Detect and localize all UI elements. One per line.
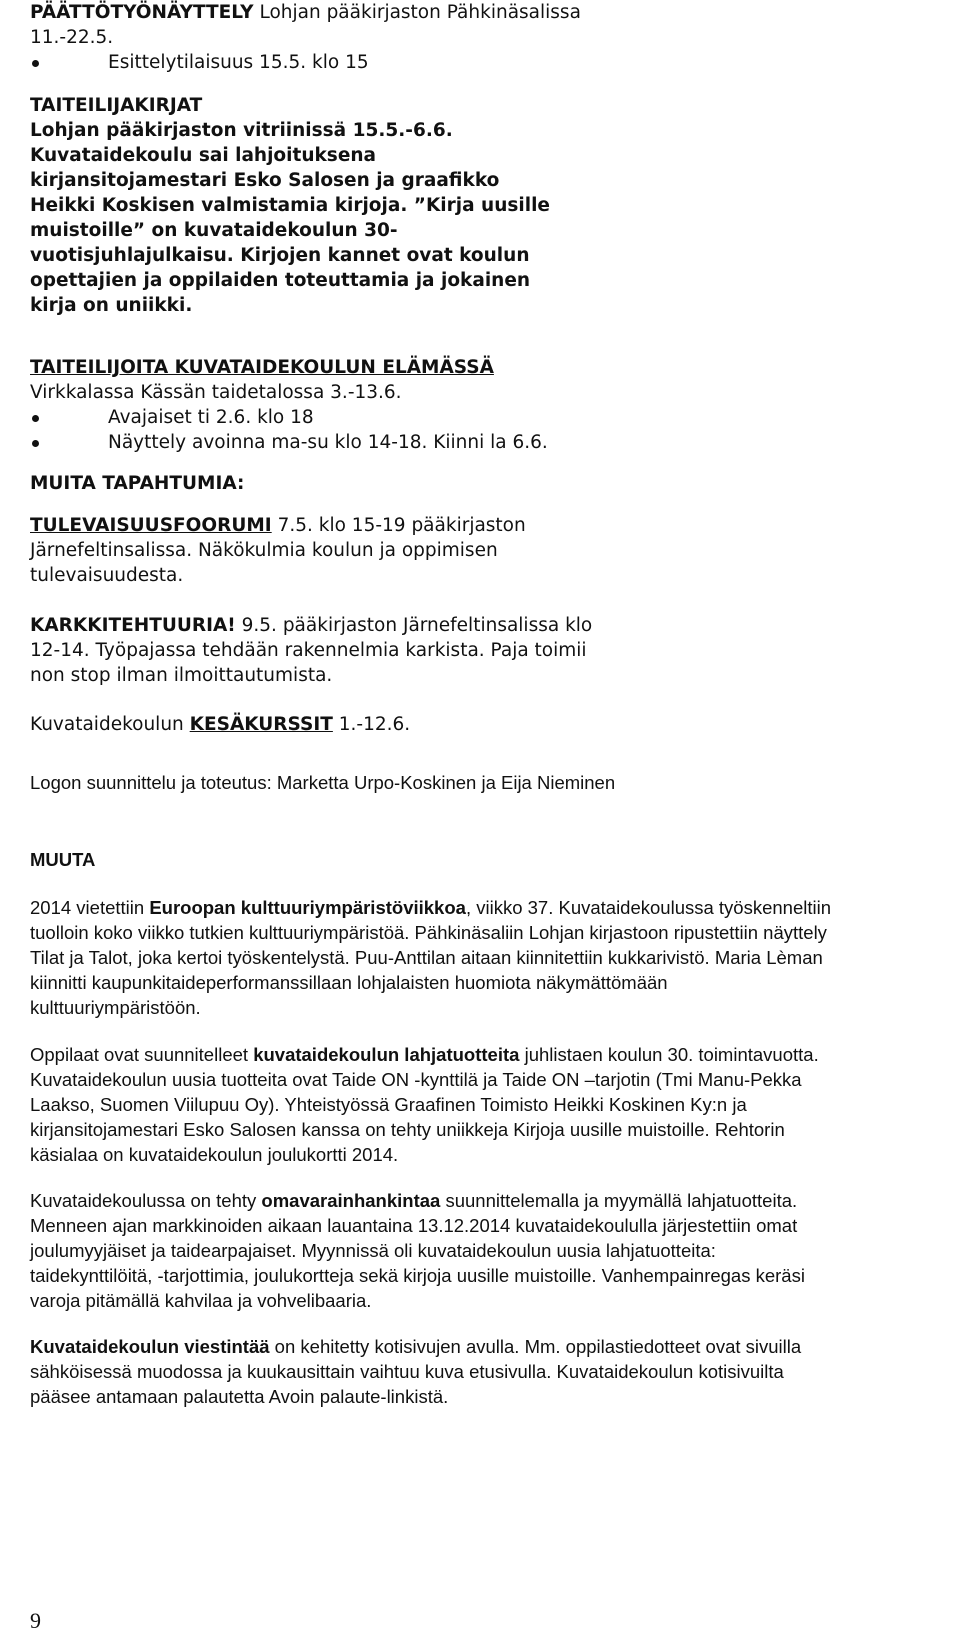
text-line: varoja pitämällä kahvilaa ja vohvelibaaria. [30,1290,372,1311]
exhibit-section [30,0,930,75]
artists-heading: TAITEILIJOITA KUVATAIDEKOULUN ELÄMÄSSÄ [30,357,494,378]
events-heading: MUITA TAPAHTUMIA: [30,473,245,494]
text-line: Järnefeltinsalissa. Näkökulmia koulun ja oppimisen [30,540,498,561]
text-line: kulttuuriympäristöön. [30,997,201,1018]
list-item: Esittelytilaisuus 15.5. klo 15 [30,50,930,75]
text-line: joulumyyjäiset ja taidearpajaiset. Myynnissä oli kuvataidekoulun uusia lahjatuotteita: [30,1240,716,1261]
text-line: kirjansitojamestari Esko Salosen ja graafikko [30,170,500,191]
text-line: kirjansitojamestari Esko Salosen kanssa on tehty uniikkeja Kirjoja uusille muistoille. Rehtorin [30,1119,785,1140]
bullet-icon [32,440,39,447]
text-line: 12-14. Työpajassa tehdään rakennelmia karkista. Paja toimii [30,640,587,661]
text-line: Kuvataidekoulu sai lahjoituksena [30,145,377,166]
page-number: 9 [30,1608,41,1633]
muuta-heading: MUUTA [30,849,96,870]
books-section [30,93,930,318]
text-line: opettajien ja oppilaiden toteuttamia ja jokainen [30,270,531,291]
paragraph: Oppilaat ovat suunnitelleet kuvataidekoulun lahjatuotteita juhlistaen koulun 30. toimintavuotta. Kuvataidekoulun uusia tuotteita ovat Taide ON -kynttilä ja Taide ON –tarjotin (Tmi Manu-Pekka Laakso, Suomen Viilupuu Oy). Yhteistyössä Graafinen Toimisto Heikki Koskinen Ky:n ja kirjansitojamestari Esko Salosen kanssa on tehty uniikkeja Kirjoja uusille muistoille. Rehtorin käsialaa on kuvataidekoulun joulukortti 2014. [30,1042,930,1167]
paragraph: Kuvataidekoulun viestintää on kehitetty kotisivujen avulla. Mm. oppilastiedotteet ovat sivuilla sähköisessä muodossa ja kuukausittain vaihtuu kuva etusivulla. Kuvataidekoulun kotisivuilta pääsee antamaan palautetta Avoin palaute-linkistä. [30,1334,930,1409]
logo-credit: Logon suunnittelu ja toteutus: Marketta Urpo-Koskinen ja Eija Nieminen [30,772,616,793]
text-line: kirja on uniikki. [30,295,193,316]
summer-courses-title: KESÄKURSSIT [189,714,333,735]
paragraph: 2014 vietettiin Euroopan kulttuuriympäristöviikkoa, viikko 37. Kuvataidekoulussa työskenneltiin tuolloin koko viikko tutkien kulttuuriympäristöä. Pähkinäsaliin Lohjan kirjastoon ripustettiin näyttely Tilat ja Talot, joka kertoi työskentelystä. Puu-Anttilan aitaan kiinnitettiin kukkarivistö. Maria Lèman kiinnitti kaupunkitaideperformanssillaan lohjalaisten huomiota näkymättömään kulttuuriympäristöön. [30,895,930,1020]
exhibit-heading: PÄÄTTÖTYÖNÄYTTELY [30,2,254,23]
text-line: Laakso, Suomen Viilupuu Oy). Yhteistyössä Graafinen Toimisto Heikki Koskinen Ky:n ja [30,1094,747,1115]
artists-section [30,355,930,455]
text-line: sähköisessä muodossa ja kuukausittain vaihtuu kuva etusivulla. Kuvataidekoulun kotisivuilta [30,1361,784,1382]
text-line: tulevaisuudesta. [30,565,184,586]
text-line: pääsee antamaan palautetta Avoin palaute-linkistä. [30,1386,449,1407]
text-line: tuolloin koko viikko tutkien kulttuuriympäristöä. Pähkinäsaliin Lohjan kirjastoon ripustettiin näyttely [30,922,827,943]
text-line: Lohjan pääkirjaston vitriinissä 15.5.-6.6. [30,120,453,141]
forum-entry: TULEVAISUUSFOORUMI 7.5. klo 15-19 pääkirjaston Järnefeltinsalissa. Näkökulmia koulun ja oppimisen tulevaisuudesta. [30,513,930,588]
exhibit-line: PÄÄTTÖTYÖNÄYTTELY Lohjan pääkirjaston Pähkinäsalissa [30,2,581,23]
artists-venue: Virkkalassa Kässän taidetalossa 3.-13.6. [30,382,402,403]
text-line: Menneen ajan markkinoiden aikaan lauantaina 13.12.2014 kuvataidekoululla järjestettiin omat [30,1215,798,1236]
karkkitehtuuria-entry: KARKKITEHTUURIA! 9.5. pääkirjaston Järnefeltinsalissa klo 12-14. Työpajassa tehdään rakennelmia karkista. Paja toimii non stop ilman ilmoittautumista. [30,613,930,688]
text-line: muistoille” on kuvataidekoulun 30- [30,220,398,241]
forum-title: TULEVAISUUSFOORUMI [30,515,272,536]
text-line: käsialaa on kuvataidekoulun joulukortti 2014. [30,1144,399,1165]
text-line: Tilat ja Talot, joka kertoi työskentelystä. Puu-Anttilan aitaan kiinnitettiin kukkarivistö. Maria Lèman [30,947,823,968]
text-line: kiinnitti kaupunkitaideperformanssillaan lohjalaisten huomiota näkymättömään [30,972,668,993]
text-line: Kuvataidekoulun uusia tuotteita ovat Taide ON -kynttilä ja Taide ON –tarjotin (Tmi Manu-Pekka [30,1069,802,1090]
books-heading: TAITEILIJAKIRJAT [30,95,203,116]
text-line: Heikki Koskisen valmistamia kirjoja. ”Kirja uusille [30,195,550,216]
bullet-icon [32,60,39,67]
list-item: Avajaiset ti 2.6. klo 18 [30,405,930,430]
text-line: vuotisjuhlajulkaisu. Kirjojen kannet ovat koulun [30,245,530,266]
text-line: non stop ilman ilmoittautumista. [30,665,333,686]
list-item: Näyttely avoinna ma-su klo 14-18. Kiinni la 6.6. [30,430,930,455]
text-line: taidekynttilöitä, -tarjottimia, joulukortteja sekä kirjoja uusille muistoille. Vanhempainregas keräsi [30,1265,805,1286]
summer-courses-entry: Kuvataidekoulun KESÄKURSSIT 1.-12.6. [30,714,411,735]
paragraph: Kuvataidekoulussa on tehty omavarainhankintaa suunnittelemalla ja myymällä lahjatuotteita. Menneen ajan markkinoiden aikaan lauantaina 13.12.2014 kuvataidekoululla järjestettiin omat joulumyyjäiset ja taidearpajaiset. Myynnissä oli kuvataidekoulun uusia lahjatuotteita: taidekynttilöitä, -tarjottimia, joulukortteja sekä kirjoja uusille muistoille. Vanhempainregas keräsi varoja pitämällä kahvilaa ja vohvelibaaria. [30,1188,930,1313]
karkkitehtuuria-title: KARKKITEHTUURIA! [30,615,236,636]
exhibit-dates: 11.-22.5. [30,27,114,48]
bullet-icon [32,415,39,422]
